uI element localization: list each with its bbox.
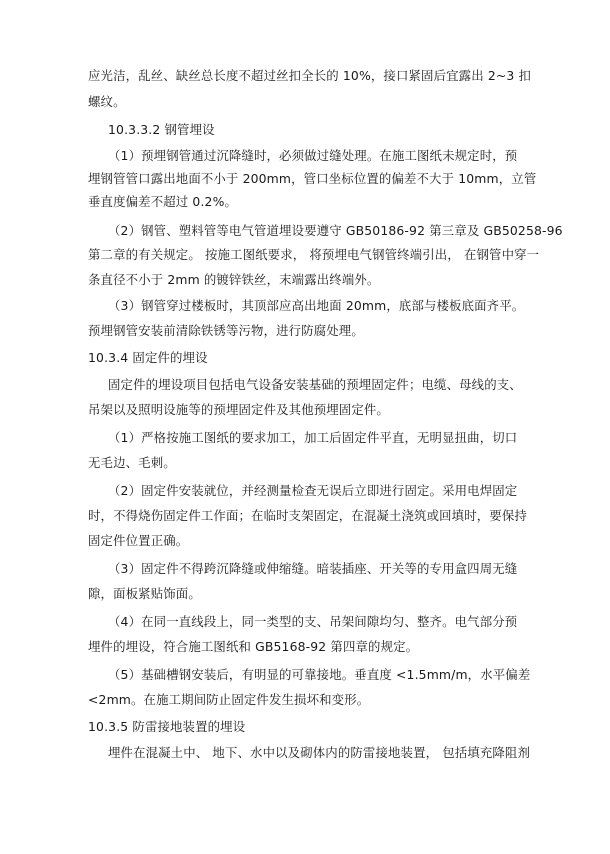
text-line: 埋件的埋设，符合施工图纸和 GB5168-92 第四章的规定。 bbox=[88, 639, 419, 654]
text-line: 隙，面板紧贴饰面。 bbox=[88, 586, 201, 601]
text-line: 埋钢管管口露出地面不小于 200mm，管口坐标位置的偏差不大于 10mm，立管 bbox=[88, 171, 537, 186]
text-line: <2mm。在施工期间防止固定件发生损坏和变形。 bbox=[88, 692, 370, 707]
text-line: 垂直度偏差不超过 0.2%。 bbox=[88, 194, 238, 209]
text-line: （4）在同一直线段上，同一类型的支、吊架间隙均匀、整齐。电气部分预 bbox=[108, 614, 518, 629]
text-line: 条直径不小于 2mm 的镀锌铁丝，末端露出终端外。 bbox=[88, 272, 380, 287]
text-line: 螺纹。 bbox=[88, 94, 126, 109]
text-line: 第二章的有关规定。 按施工图纸要求， 将预埋电气钢管终端引出， 在钢管中穿一 bbox=[88, 247, 540, 262]
section-heading-10-3-3-2: 10.3.3.2 钢管埋设 bbox=[108, 122, 215, 137]
text-line: 固定件的埋设项目包括电气设备安装基础的预埋固定件；电缆、母线的支、 bbox=[108, 377, 522, 392]
text-line: 应光洁，乱丝、缺丝总长度不超过丝扣全长的 10%，接口紧固后宜露出 2~3 扣 bbox=[88, 68, 532, 83]
text-line: （1）预埋钢管通过沉降缝时，必须做过缝处理。在施工图纸未规定时，预 bbox=[108, 148, 518, 163]
text-line: 无毛边、毛刺。 bbox=[88, 455, 176, 470]
text-line: 吊架以及照明设施等的预埋固定件及其他预埋固定件。 bbox=[88, 402, 389, 417]
text-line: 埋件在混凝土中、 地下、水中以及砌体内的防雷接地装置， 包括填充降阻剂 bbox=[108, 745, 531, 760]
text-line: （2）钢管、塑料管等电气管道埋设要遵守 GB50186-92 第三章及 GB50258-96 bbox=[108, 223, 563, 238]
text-line: 预埋钢管安装前清除铁锈等污物，进行防腐处理。 bbox=[88, 323, 364, 338]
text-line: （2）固定件安装就位，并经测量检查无误后立即进行固定。采用电焊固定 bbox=[108, 483, 518, 498]
text-line: （5）基础槽钢安装后，有明显的可靠接地。垂直度 <1.5mm/m，水平偏差 bbox=[108, 667, 531, 682]
section-heading-10-3-4: 10.3.4 固定件的埋设 bbox=[88, 350, 208, 365]
section-heading-10-3-5: 10.3.5 防雷接地装置的埋设 bbox=[88, 719, 246, 734]
text-line: （1）严格按施工图纸的要求加工，加工后固定件平直，无明显扭曲，切口 bbox=[108, 430, 518, 445]
text-line: （3）固定件不得跨沉降缝或伸缩缝。暗装插座、开关等的专用盒四周无缝 bbox=[108, 561, 518, 576]
text-line: 固定件位置正确。 bbox=[88, 533, 189, 548]
text-line: 时，不得烧伤固定件工作面；在临时支架固定，在混凝土浇筑或回填时，要保持 bbox=[88, 508, 527, 523]
text-line: （3）钢管穿过楼板时，其顶部应高出地面 20mm，底部与楼板底面齐平。 bbox=[108, 298, 525, 313]
